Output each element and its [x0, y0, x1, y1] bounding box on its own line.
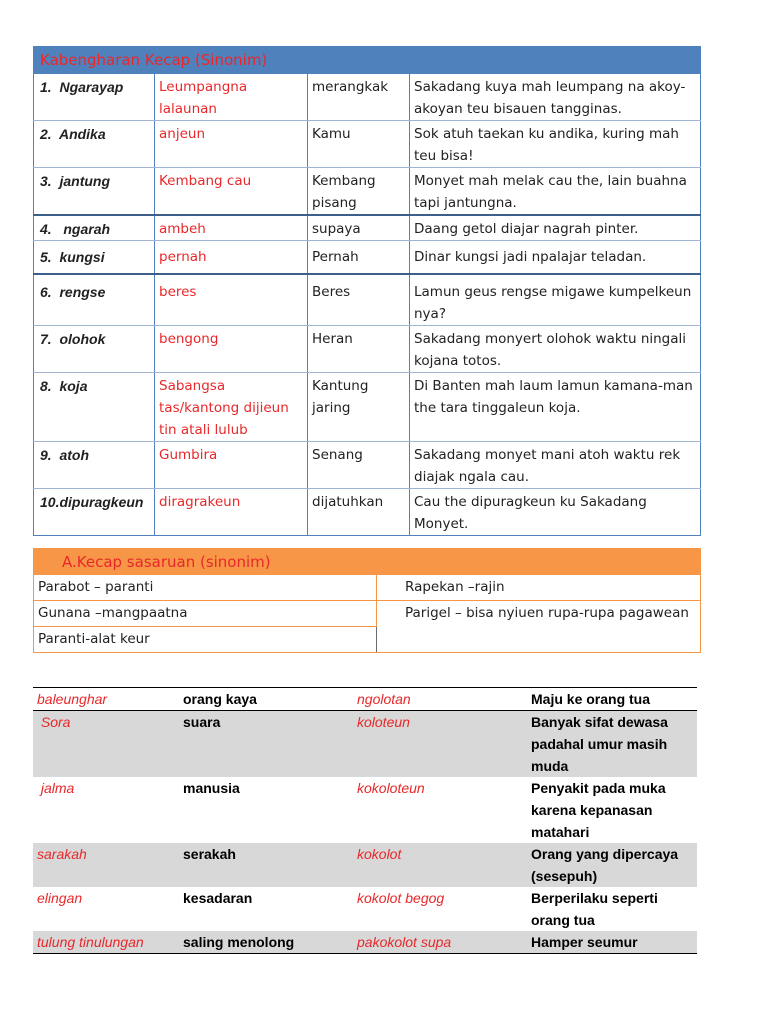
- sundanese-word: kokoloteun: [357, 780, 425, 796]
- row-indonesian: Pernah: [308, 241, 410, 275]
- indonesian-meaning: saling menolong: [179, 931, 353, 954]
- row-meaning: beres: [155, 274, 308, 326]
- table-row: [34, 442, 701, 489]
- sundanese-word: ngolotan: [353, 688, 527, 711]
- row-word: atoh: [59, 447, 90, 463]
- row-number: 9.: [40, 447, 52, 463]
- sundanese-word: tulung tinulungan: [33, 931, 179, 954]
- indonesian-meaning: Penyakit pada muka karena kepanasan matahari: [531, 780, 666, 840]
- row-word: Andika: [58, 126, 106, 142]
- row-example: Lamun geus rengse migawe kumpelkeun nya?: [410, 274, 701, 326]
- row-indonesian: Beres: [308, 274, 410, 326]
- row-example: Di Banten mah laum lamun kamana-man the tara tinggaleun koja.: [410, 373, 701, 442]
- table-row: [33, 931, 697, 954]
- sundanese-word: kokolot begog: [357, 890, 445, 906]
- row-word: olohok: [59, 331, 106, 347]
- row-meaning: Sabangsa tas/kantong dijieun tin atali lulub: [155, 373, 308, 442]
- row-example: Sok atuh taekan ku andika, kuring mah teu bisa!: [410, 121, 701, 168]
- table-row: [34, 121, 701, 168]
- indonesian-meaning: Orang yang dipercaya (sesepuh): [527, 843, 697, 887]
- indonesian-meaning: Berperilaku seperti orang tua: [531, 890, 658, 928]
- row-number: 7.: [40, 331, 52, 347]
- table-row: [34, 373, 701, 442]
- synonym-table-title: Kabengharan Kecap (Sinonim): [34, 47, 701, 74]
- row-word: Ngarayap: [59, 79, 124, 95]
- row-number: 6.: [40, 284, 52, 300]
- row-word: dipuragkeun: [59, 494, 144, 510]
- indonesian-meaning: serakah: [179, 843, 353, 887]
- row-meaning: anjeun: [155, 121, 308, 168]
- row-meaning: Kembang cau: [155, 168, 308, 216]
- table-row: [34, 168, 701, 216]
- row-indonesian: Kantung jaring: [308, 373, 410, 442]
- table-row: [34, 241, 701, 275]
- right-cell: Rapekan –rajin: [377, 575, 701, 601]
- sundanese-word: kokolot: [353, 843, 527, 887]
- row-meaning: Gumbira: [155, 442, 308, 489]
- row-number: 1.: [40, 79, 52, 95]
- table-row: [34, 74, 701, 121]
- table-row: [33, 887, 697, 931]
- table-row: [34, 575, 701, 601]
- row-example: Sakadang kuya mah leumpang na akoy-akoyan teu bisauen tangginas.: [410, 74, 701, 121]
- vocabulary-table: [33, 687, 697, 954]
- row-meaning: Leumpangna lalaunan: [155, 74, 308, 121]
- row-example: Sakadang monyet mani atoh waktu rek diajak ngala cau.: [410, 442, 701, 489]
- row-number: 5.: [40, 249, 52, 265]
- row-word: jantung: [59, 173, 111, 189]
- row-indonesian: Heran: [308, 326, 410, 373]
- row-meaning: pernah: [155, 241, 308, 275]
- row-number: 4.: [40, 221, 52, 237]
- indonesian-meaning: Maju ke orang tua: [527, 688, 697, 711]
- row-example: Monyet mah melak cau the, lain buahna tapi jantungna.: [410, 168, 701, 216]
- row-indonesian: supaya: [308, 215, 410, 241]
- row-meaning: ambeh: [155, 215, 308, 241]
- indonesian-meaning: kesadaran: [183, 890, 253, 906]
- row-indonesian: Kamu: [308, 121, 410, 168]
- row-meaning: diragrakeun: [155, 489, 308, 536]
- left-cell: Gunana –mangpaatna: [34, 601, 377, 627]
- row-number: 2.: [40, 126, 52, 142]
- row-example: Cau the dipuragkeun ku Sakadang Monyet.: [410, 489, 701, 536]
- row-meaning: bengong: [155, 326, 308, 373]
- table-row: [33, 711, 697, 778]
- row-number: 8.: [40, 378, 52, 394]
- table-row: [34, 326, 701, 373]
- row-word: ngarah: [63, 221, 111, 237]
- sundanese-word: elingan: [37, 890, 83, 906]
- synonym-table: [33, 46, 701, 536]
- row-indonesian: merangkak: [308, 74, 410, 121]
- indonesian-meaning: suara: [179, 711, 353, 778]
- row-example: Daang getol diajar nagrah pinter.: [410, 215, 701, 241]
- row-word: rengse: [59, 284, 106, 300]
- sundanese-word: Sora: [33, 711, 179, 778]
- table-row: [34, 215, 701, 241]
- indonesian-meaning: Banyak sifat dewasa padahal umur masih muda: [527, 711, 697, 778]
- sundanese-word: koloteun: [353, 711, 527, 778]
- row-example: Sakadang monyert olohok waktu ningali kojana totos.: [410, 326, 701, 373]
- row-number: 3.: [40, 173, 52, 189]
- indonesian-meaning: manusia: [183, 780, 240, 796]
- kecap-sasaruan-table: [33, 548, 701, 653]
- sundanese-word: sarakah: [33, 843, 179, 887]
- table-row: [34, 274, 701, 326]
- indonesian-meaning: orang kaya: [179, 688, 353, 711]
- sundanese-word: baleunghar: [33, 688, 179, 711]
- row-word: kungsi: [59, 249, 105, 265]
- row-example: Dinar kungsi jadi npalajar teladan.: [410, 241, 701, 275]
- table-row: [34, 489, 701, 536]
- table-row: [33, 688, 697, 711]
- right-cell: Parigel – bisa nyiuen rupa-rupa pagawean: [377, 601, 701, 653]
- table-row: [34, 601, 701, 627]
- table-row: [33, 777, 697, 843]
- sundanese-word: pakokolot supa: [353, 931, 527, 954]
- left-cell: Parabot – paranti: [34, 575, 377, 601]
- row-indonesian: Kembang pisang: [308, 168, 410, 216]
- sundanese-word: jalma: [37, 780, 75, 796]
- kecap-sasaruan-title: A.Kecap sasaruan (sinonim): [34, 549, 701, 575]
- row-indonesian: dijatuhkan: [308, 489, 410, 536]
- row-indonesian: Senang: [308, 442, 410, 489]
- row-word: koja: [59, 378, 88, 394]
- table-row: [33, 843, 697, 887]
- indonesian-meaning: Hamper seumur: [527, 931, 697, 954]
- row-number: 10.: [40, 494, 60, 510]
- left-cell: Paranti-alat keur: [34, 627, 377, 653]
